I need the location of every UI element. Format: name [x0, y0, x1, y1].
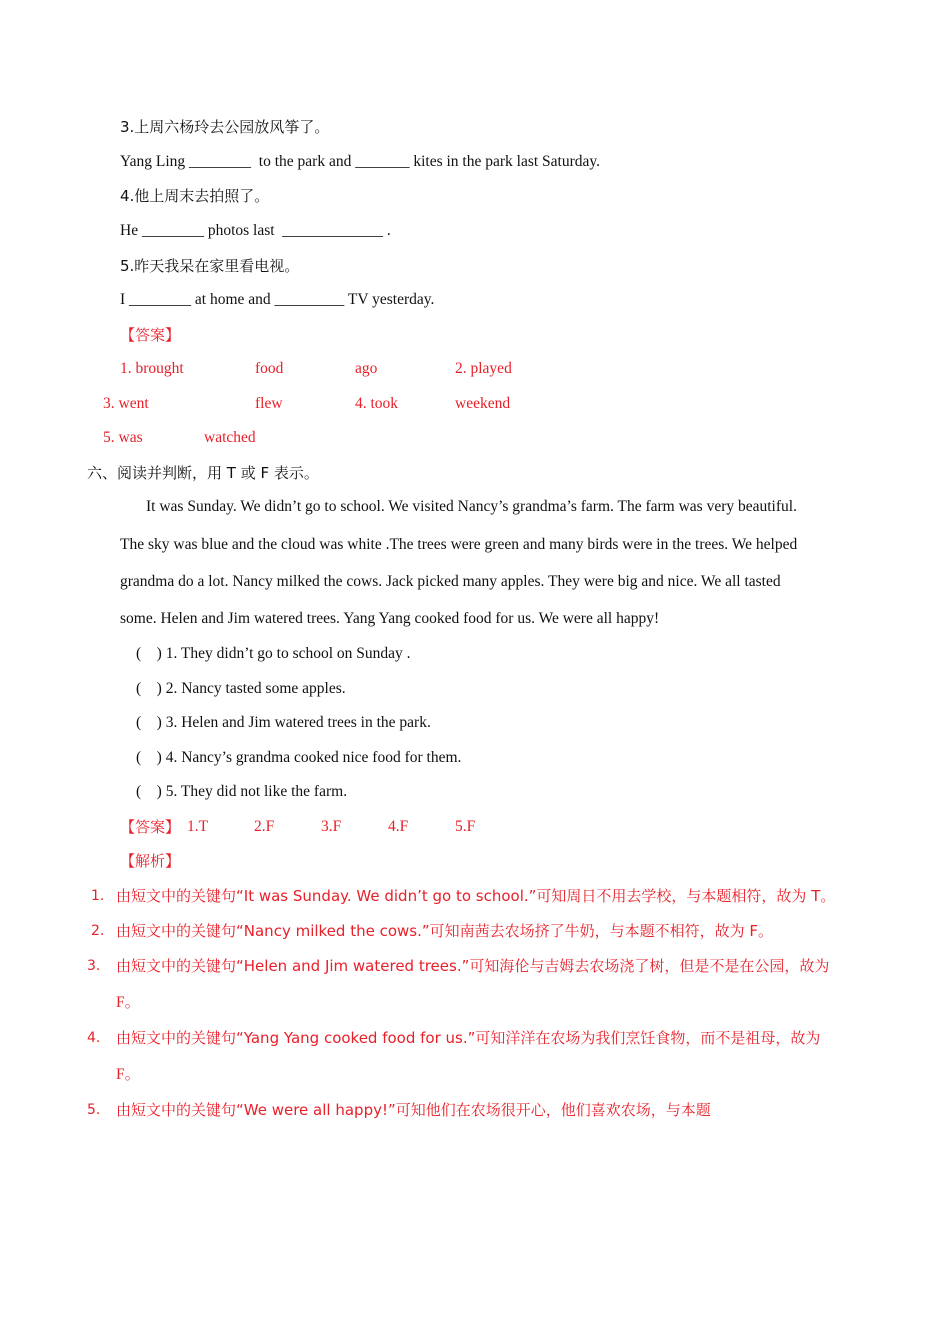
analysis-number: 4. — [87, 1030, 101, 1046]
question-5-chinese: 5.昨天我呆在家里看电视。 — [120, 257, 300, 275]
answer-label: 【答案】 — [120, 326, 181, 344]
answer-cell: 1. brought — [120, 360, 184, 377]
answer-cell: 3. went — [103, 395, 149, 412]
question-5-english: I ________ at home and _________ TV yesterday. — [120, 291, 435, 308]
answer-cell: food — [255, 360, 284, 377]
answer-cell: watched — [204, 429, 256, 446]
analysis-number: 5. — [87, 1102, 101, 1118]
judge-item: ( ) 5. They did not like the farm. — [136, 783, 348, 800]
answer-cell: ago — [355, 360, 378, 377]
answer-value: 1.T — [187, 818, 209, 835]
answer-label: 【答案】 — [120, 818, 181, 836]
answer-value: 3.F — [321, 818, 342, 835]
judge-item: ( ) 1. They didn’t go to school on Sunday . — [136, 645, 411, 662]
analysis-text: 由短文中的关键句“It was Sunday. We didn’t go to school.”可知周日不用去学校，与本题相符，故为 T。 — [116, 887, 836, 905]
analysis-number: 1. — [91, 888, 105, 904]
answer-value: 5.F — [455, 818, 476, 835]
section-6-title: 六、阅读并判断，用 T 或 F 表示。 — [87, 464, 319, 482]
answer-cell: flew — [255, 395, 283, 412]
question-4-chinese: 4.他上周末去拍照了。 — [120, 187, 270, 205]
answer-value: 2.F — [254, 818, 275, 835]
analysis-text: 由短文中的关键句“We were all happy!”可知他们在农场很开心，他们喜欢农场，与本题 — [116, 1101, 711, 1119]
answer-cell: 2. played — [455, 360, 512, 377]
passage-line: some. Helen and Jim watered trees. Yang Yang cooked food for us. We were all happy! — [120, 610, 660, 627]
judge-item: ( ) 2. Nancy tasted some apples. — [136, 680, 346, 697]
analysis-number: 3. — [87, 958, 101, 974]
question-4-english: He ________ photos last _____________ . — [120, 222, 391, 239]
answer-cell: 4. took — [355, 395, 399, 412]
analysis-text-continued: F。 — [116, 1066, 141, 1083]
question-3-english: Yang Ling ________ to the park and _______ kites in the park last Saturday. — [120, 153, 601, 170]
passage-line: The sky was blue and the cloud was white .The trees were green and many birds were in the trees. We helped — [120, 536, 798, 553]
judge-item: ( ) 4. Nancy’s grandma cooked nice food for them. — [136, 749, 462, 766]
passage-line: grandma do a lot. Nancy milked the cows. Jack picked many apples. They were big and nice. We all tasted — [120, 573, 781, 590]
analysis-text: 由短文中的关键句“Yang Yang cooked food for us.”可知洋洋在农场为我们烹饪食物，而不是祖母，故为 — [116, 1029, 821, 1047]
answer-cell: weekend — [455, 395, 511, 412]
judge-item: ( ) 3. Helen and Jim watered trees in the park. — [136, 714, 431, 731]
analysis-text-continued: F。 — [116, 994, 141, 1011]
answer-cell: 5. was — [103, 429, 143, 446]
analysis-label: 【解析】 — [120, 852, 181, 870]
answer-value: 4.F — [388, 818, 409, 835]
analysis-text: 由短文中的关键句“Nancy milked the cows.”可知南茜去农场挤了牛奶，与本题不相符，故为 F。 — [116, 922, 774, 940]
question-3-chinese: 3.上周六杨玲去公园放风筝了。 — [120, 118, 330, 136]
passage-line: It was Sunday. We didn’t go to school. We visited Nancy’s grandma’s farm. The farm was very beautiful. — [146, 498, 797, 515]
analysis-number: 2. — [91, 923, 105, 939]
analysis-text: 由短文中的关键句“Helen and Jim watered trees.”可知海伦与吉姆去农场浇了树，但是不是在公园，故为 — [116, 957, 830, 975]
